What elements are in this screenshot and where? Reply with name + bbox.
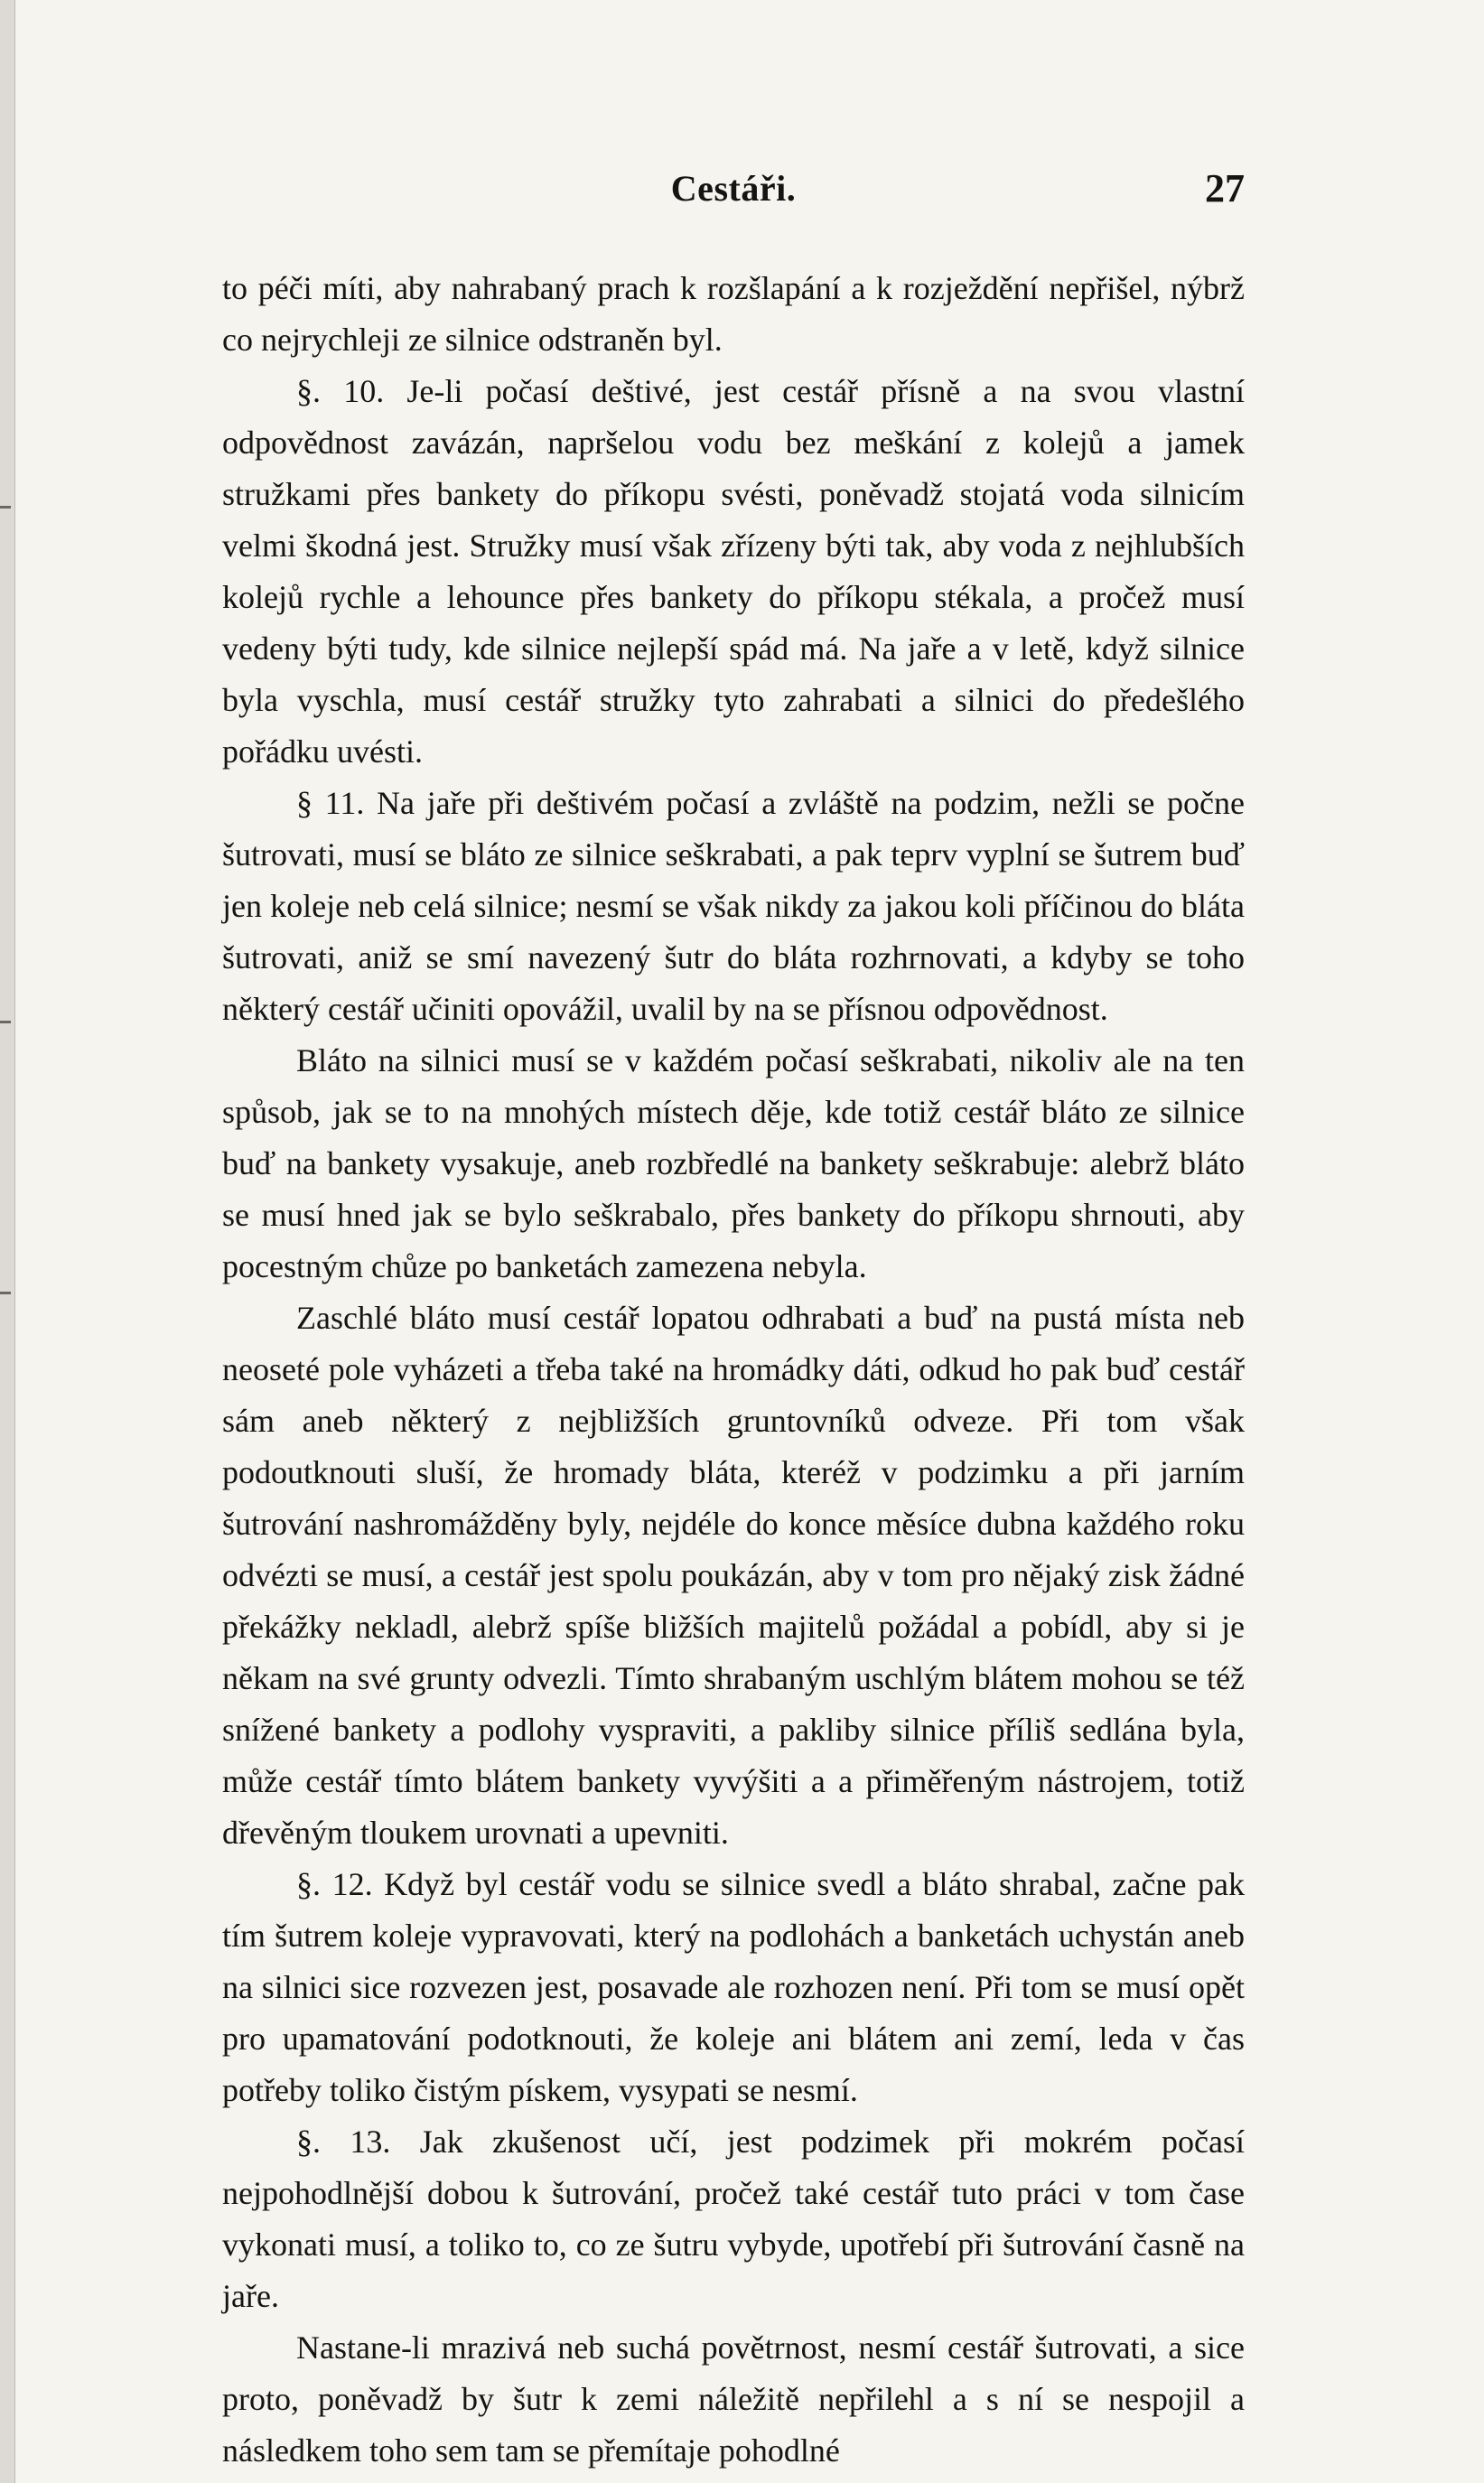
paragraph: to péči míti, aby nahrabaný prach k rozšlapání a k rozježdění nepřišel, nýbrž co nejrychleji ze silnice odstraněn byl.	[222, 270, 1245, 358]
paragraph: Zaschlé bláto musí cestář lopatou odhrabati a buď na pustá místa neb neoseté pole vyházeti a třeba také na hromádky dáti, odkud ho pak buď cestář sám aneb některý z nejbližších gruntovníků odveze. Při tom však podoutknouti sluší, že hromady bláta, kteréž v podzimku a při jarním šutrování nashromážděny byly, nejdéle do konce měsíce dubna každého roku odvézti se musí, a cestář jest spolu poukázán, aby v tom pro nějaký zisk žádné překážky nekladl, alebrž spíše bližších majitelů požádal a pobídl, aby si je někam na své grunty odvezli. Tímto shrabaným uschlým blátem mohou se též snížené bankety a podlohy vyspraviti, a pakliby silnice příliš sedlána byla, může cestář tímto blátem bankety vyvýšiti a a přiměřeným nástrojem, totiž dřevěným tloukem urovnati a upevniti.	[222, 1300, 1245, 1851]
book-page	[222, 167, 1245, 2477]
page-number: 27	[1205, 166, 1245, 210]
paragraph: Nastane-li mrazivá neb suchá povětrnost, nesmí cestář šutrovati, a sice proto, poněvadž by šutr k zemi náležitě nepřilehl a s ní se nespojil a následkem toho sem tam se přemítaje pohodlné	[222, 2329, 1245, 2469]
paragraph: Bláto na silnici musí se v každém počasí seškrabati, nikoliv ale na ten spůsob, jak se to na mnohých místech děje, kde totiž cestář bláto ze silnice buď na bankety vysakuje, aneb rozbředlé na bankety seškrabuje: alebrž bláto se musí hned jak se bylo seškrabalo, přes bankety do příkopu shrnouti, aby pocestným chůze po banketách zamezena nebyla.	[222, 1042, 1245, 1284]
body-text	[222, 263, 1245, 2477]
scan-edge	[0, 0, 15, 2483]
paragraph-section-12: §. 12. Když byl cestář vodu se silnice svedl a bláto shrabal, začne pak tím šutrem koleje vypravovati, který na podlohách a banketách uchystán aneb na silnici sice rozvezen jest, posavade ale rozhozen není. Při tom se musí opět pro upamatování podotknouti, že koleje ani blátem ani zemí, leda v čas potřeby toliko čistým pískem, vysypati se nesmí.	[222, 1866, 1245, 2108]
paragraph-section-10: §. 10. Je-li počasí deštivé, jest cestář přísně a na svou vlastní odpovědnost zavázán, napršelou vodu bez meškání z kolejů a jamek stružkami přes bankety do příkopu svésti, poněvadž stojatá voda silnicím velmi škodná jest. Stružky musí však zřízeny býti tak, aby voda z nejhlubších kolejů rychle a lehounce přes bankety do příkopu stékala, a pročež musí vedeny býti tudy, kde silnice nejlepší spád má. Na jaře a v letě, když silnice byla vyschla, musí cestář stružky tyto zahrabati a silnici do předešlého pořádku uvésti.	[222, 373, 1245, 770]
running-head: Cestáři.	[670, 168, 797, 209]
scan-mark	[0, 1021, 11, 1023]
page-header	[222, 167, 1245, 221]
paragraph-section-13: §. 13. Jak zkušenost učí, jest podzimek při mokrém počasí nejpohodlnější dobou k šutrování, pročež také cestář tuto práci v tom čase vykonati musí, a toliko to, co ze šutru vybyde, upotřebí při šutrování časně na jaře.	[222, 2124, 1245, 2314]
scan-mark	[0, 506, 11, 509]
scan-mark	[0, 1292, 11, 1294]
paragraph-section-11: § 11. Na jaře při deštivém počasí a zvláště na podzim, nežli se počne šutrovati, musí se bláto ze silnice seškrabati, a pak teprv vyplní se šutrem buď jen koleje neb celá silnice; nesmí se však nikdy za jakou koli příčinou do bláta šutrovati, aniž se smí navezený šutr do bláta rozhrnovati, a kdyby se toho některý cestář učiniti opovážil, uvalil by na se přísnou odpovědnost.	[222, 785, 1245, 1027]
